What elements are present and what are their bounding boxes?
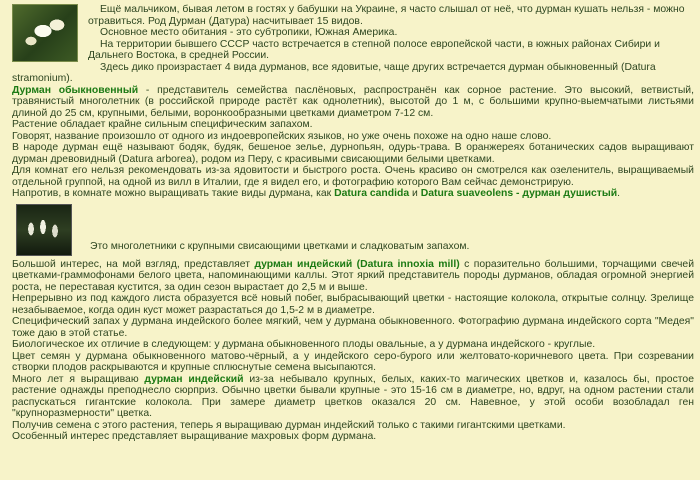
paragraph-folk-names: В народе дурман ещё называют бодяк, будяк, бешеное зелье, дурнопьян, одурь-трава. В оранжереях ботанических садов выращивают дурман древовидный (Datura arborea), родом из Перу, с красивыми свисающими белыми цветками. xyxy=(12,142,694,165)
term-datura-innoxia: дурман индейский (Datura innoxia mill) xyxy=(254,258,460,270)
paragraph-ussr: На территории бывшего СССР часто встречается в степной полосе европейской части, в южных районах Сибири и Дальнего Востока, в средней России. xyxy=(88,38,660,61)
paragraph-double-forms: Особенный интерес представляет выращивание махровых форм дурмана. xyxy=(12,431,377,442)
paragraph-text: и xyxy=(409,188,421,199)
paragraph-text: Напротив, в комнате можно выращивать такие виды дурмана, как xyxy=(12,188,335,199)
paragraph-smell-indian: Специфический запах у дурмана индейского более мягкий, чем у дурмана обыкновенного. Фотографию дурмана индейского сорта "Медея" тоже даю в этой статье. xyxy=(12,316,694,339)
term-datura-candida: Datura candida xyxy=(334,188,410,199)
paragraph-intro: Ещё мальчиком, бывая летом в гостях у бабушки на Украине, я часто слышал от неё, что дурман кушать нельзя - можно отравиться. Род Дурман (Датура) насчитывает 15 видов. xyxy=(88,4,685,27)
paragraph-shoots: Непрерывно из под каждого листа образуется всё новый побег, выбрасывающий цветки - настоящие колокола, открытые солнцу. Зрелище незабываемое, когда один куст может разрастаться до 1,5-2 м в диаметре. xyxy=(12,293,694,316)
paragraph-giant-flowers xyxy=(12,374,694,420)
term-datura-suaveolens: Datura suaveolens - дурман душистый xyxy=(420,188,618,199)
term-common-datura: Дурман обыкновенный xyxy=(12,84,139,96)
paragraph-habitat: Основное место обитания - это субтропики, Южная Америка. xyxy=(100,27,398,38)
paragraph-indoor-species xyxy=(12,188,694,200)
paragraph-species: Здесь дико произрастает 4 вида дурманов, все ядовитые, чаще других встречается дурман обыкновенный (Datura stramonium). xyxy=(12,61,656,84)
term-indian-datura: дурман индейский xyxy=(144,373,244,385)
paragraph-text: из-за небывало крупных, белых, каких-то магических цветков и, казалось бы, простое растение однажды преподнесло сюрприз. Обычно цветки бывали крупные - это 15-16 см в диаметре, но, вдруг, на одном растении стали распускаться гигантские колокола. При замере диаметр цветков оказался 20 см. Навевное, у этой особи возобладал ген "крупноразмерности" цветка. xyxy=(12,373,694,419)
paragraph-indian-datura xyxy=(12,259,694,294)
paragraph-rooms: Для комнат его нельзя рекомендовать из-за ядовитости и быстрого роста. Очень красиво он смотрелся как озеленитель, выращиваемый отдельной группой, на одной из вилл в Италии, где я видел его, и фотографию которого Вам сейчас демонстрирую. xyxy=(12,165,694,188)
paragraph-common-datura xyxy=(12,85,694,120)
paragraph-text: Много лет я выращиваю xyxy=(12,373,145,385)
hanging-flowers-photo xyxy=(16,204,72,256)
paragraph-text: . xyxy=(617,188,620,199)
paragraph-name-origin: Говорят, название произошло от одного из индоевропейских языков, но уже очень похоже на одно наше слово. xyxy=(12,130,552,142)
paragraph-text: с поразительно большими, торчащими свечей цветками-граммофонами белого цвета, напоминающими каллы. Этот яркий представитель породы дурманов, обладая огромной энергией роста, не переставая кустится, за один сезон вырастает до 2,5 м и выше. xyxy=(12,258,695,293)
paragraph-smell: Растение обладает крайне сильным специфическим запахом. xyxy=(12,119,313,130)
paragraph-text: - представитель семейства паслёновых, распространён как сорное растение. Это высокий, ветвистый, травянистый многолетник (в российской природе растёт как однолетник), высотой до 1 м, с большими крупно-выемчатыми листьями длиной до 25 см, крупными, белыми, воронкообразными цветками диаметром 7-12 см. xyxy=(12,84,694,119)
paragraph-perennials: Это многолетники с крупными свисающими цветками и сладковатым запахом. xyxy=(90,240,470,252)
paragraph-seeds-result: Получив семена с этого растения, теперь я выращиваю дурман индейский только с такими гигантскими цветками. xyxy=(12,419,566,431)
photo-row xyxy=(12,200,694,259)
paragraph-difference: Биологическое их отличие в следующем: у дурмана обыкновенного плоды овальные, а у дурмана индейского - круглые. xyxy=(12,339,596,350)
paragraph-text: Большой интерес, на мой взгляд, представляет xyxy=(12,258,255,270)
paragraph-seeds: Цвет семян у дурмана обыкновенного матово-чёрный, а у индейского серо-бурого или желтовато-коричневого цвета. При созревании створки плодов раскрываются и крупные сплюснутые семена высыпаются. xyxy=(12,350,694,373)
datura-flower-photo xyxy=(12,4,78,62)
